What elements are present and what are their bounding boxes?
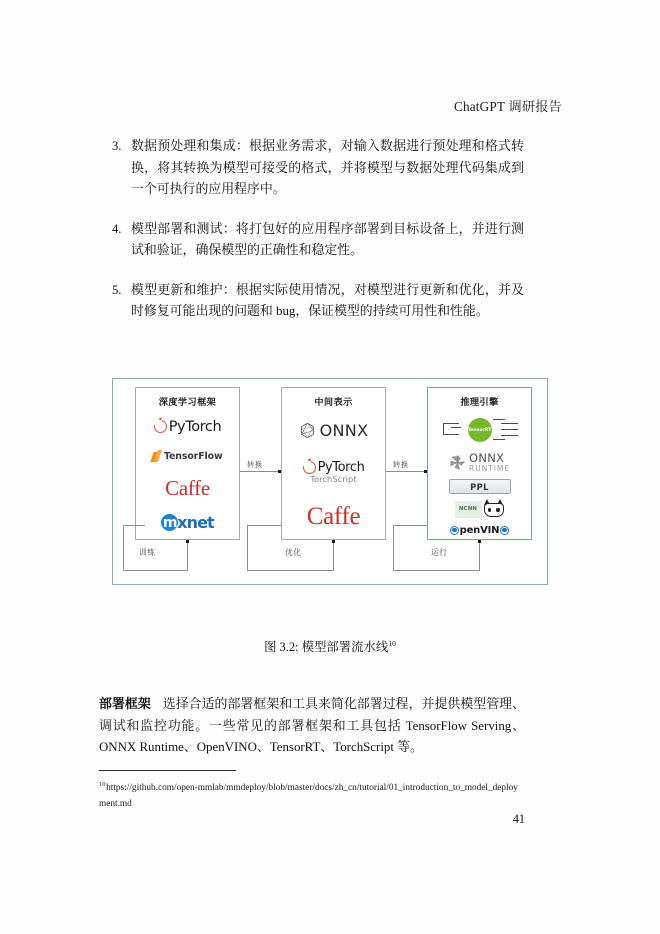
onnx-polyhedron-icon (299, 422, 316, 439)
deployment-pipeline-diagram (112, 378, 548, 585)
caffe-wordmark: Caffe (165, 475, 210, 500)
logo-tensorflow (136, 443, 239, 471)
ppl-chip: PPL (449, 479, 511, 494)
logo-onnx (282, 411, 385, 450)
logo-pytorch-torchscript (282, 450, 385, 494)
openvino-wordmark-mid: VIN (480, 524, 500, 536)
figure-3-2 (112, 378, 548, 585)
onnx-runtime-wordmark-line2: RUNTIME (468, 464, 511, 474)
stage-bottom-label-run: 运行 (431, 548, 448, 557)
feedback-line-training-top (123, 525, 145, 526)
figure-caption (112, 637, 548, 655)
logo-caffe (282, 494, 385, 539)
openvino-wordmark-pre: pen (459, 524, 481, 536)
connector-line-1 (240, 471, 281, 472)
feedback-dot-run (478, 540, 481, 543)
connector-label-conversion-1: 转换 (247, 460, 263, 469)
figure-caption-footnote-marker: 10 (388, 638, 396, 648)
ncnn-cat-icon (483, 500, 505, 518)
connector-dot-2 (424, 470, 427, 473)
stage-bottom-label-optimize: 优化 (285, 548, 302, 557)
list-marker: 4. (112, 221, 122, 236)
feedback-line-run-left (393, 525, 394, 571)
body-paragraph-text: 选择合适的部署框架和工具来简化部署过程，并提供模型管理、调试和监控功能。一些常见的部署框架和工具包括 TensorFlow Serving、ONNX Runtime、OpenVINO、TensorRT、TorchScript 等。 (99, 697, 526, 754)
feedback-line-run-bottom (393, 570, 479, 571)
torchscript-label: TorchScript (310, 474, 357, 484)
stage-title-inference-engines: 推理引擎 (460, 397, 499, 407)
stage-column-frameworks (135, 387, 240, 540)
list-marker: 5. (112, 282, 122, 297)
body-paragraph (99, 694, 525, 759)
openvino-ring-icon (450, 526, 459, 535)
figure-caption-text: 图 3.2: 模型部署流水线 (264, 640, 389, 654)
stage-column-intermediate (281, 387, 386, 540)
stage-bottom-label-training: 训练 (139, 548, 156, 557)
feedback-line-optimize-bottom (247, 570, 333, 571)
stage-title-intermediate: 中间表示 (314, 397, 353, 407)
feedback-line-run-top (393, 525, 427, 526)
list-item (112, 219, 524, 262)
logo-ncnn (428, 497, 531, 521)
openvino-ring-icon (500, 526, 509, 535)
page-number: 41 (512, 812, 525, 826)
logo-pytorch (136, 411, 239, 443)
connector-dot-1 (278, 470, 281, 473)
list-item-text: 模型部署和测试：将打包好的应用程序部署到目标设备上，并进行测试和验证，确保模型的正确性和稳定性。 (131, 221, 524, 257)
logo-onnx-runtime (428, 449, 531, 475)
connector-label-conversion-2: 转换 (393, 460, 409, 469)
mxnet-disc-icon: m (162, 514, 177, 531)
list-item (112, 136, 524, 201)
logo-openvino (428, 522, 531, 539)
footnote (99, 777, 523, 812)
onnx-runtime-pinwheel-icon (449, 454, 466, 471)
onnx-runtime-wordmark-line1: ONNX (468, 450, 505, 465)
feedback-dot-training (186, 540, 189, 543)
list-item-text: 模型更新和维护：根据实际使用情况，对模型进行更新和优化，并及时修复可能出现的问题和 bug，保证模型的持续可用性和性能。 (131, 282, 524, 318)
footnote-url[interactable]: https://github.com/open-mmlab/mmdeploy/blob/master/docs/zh_cn/tutorial/01_introduction_to_model_deployment.md (99, 783, 518, 809)
mxnet-wordmark: xnet (177, 512, 214, 532)
list-marker: 3. (112, 139, 122, 153)
pytorch-flame-icon (151, 418, 169, 436)
feedback-dot-optimize (332, 540, 335, 543)
onnx-wordmark: ONNX (319, 421, 369, 440)
caffe-wordmark: Caffe (306, 503, 361, 530)
footnote-rule (99, 770, 236, 771)
feedback-line-training-bottom (123, 570, 187, 571)
feedback-line-training-left (123, 525, 124, 571)
feedback-line-optimize-right (333, 542, 334, 571)
list-item (112, 280, 524, 323)
connector-line-2 (386, 471, 427, 472)
tensorflow-wordmark: TensorFlow (163, 450, 223, 462)
pytorch-wordmark: PyTorch (168, 418, 222, 435)
stage-title-frameworks: 深度学习框架 (158, 397, 217, 407)
body-paragraph-lead: 部署框架 (99, 697, 151, 711)
logo-ppl (428, 476, 531, 497)
list-item-text: 数据预处理和集成：根据业务需求，对输入数据进行预处理和格式转换，将其转换为模型可接受的格式，并将模型与数据处理代码集成到一个可执行的应用程序中。 (131, 139, 524, 196)
numbered-list (112, 136, 524, 341)
ncnn-chip: NCNN (455, 501, 482, 518)
tensorflow-mark-icon (152, 450, 161, 462)
tensorrt-wordmark: TensorRT (468, 418, 492, 442)
feedback-line-training-right (187, 542, 188, 571)
logo-tensorrt (428, 411, 531, 449)
pytorch-wordmark: PyTorch (317, 460, 365, 475)
logo-caffe (136, 470, 239, 507)
feedback-line-optimize-top (247, 525, 281, 526)
footnote-marker: 10 (99, 781, 106, 788)
logo-mxnet (136, 507, 239, 540)
feedback-line-optimize-left (247, 525, 248, 571)
running-header: ChatGPT 调研报告 (453, 99, 562, 114)
feedback-line-run-right (479, 542, 480, 571)
stage-column-inference-engines (427, 387, 532, 540)
